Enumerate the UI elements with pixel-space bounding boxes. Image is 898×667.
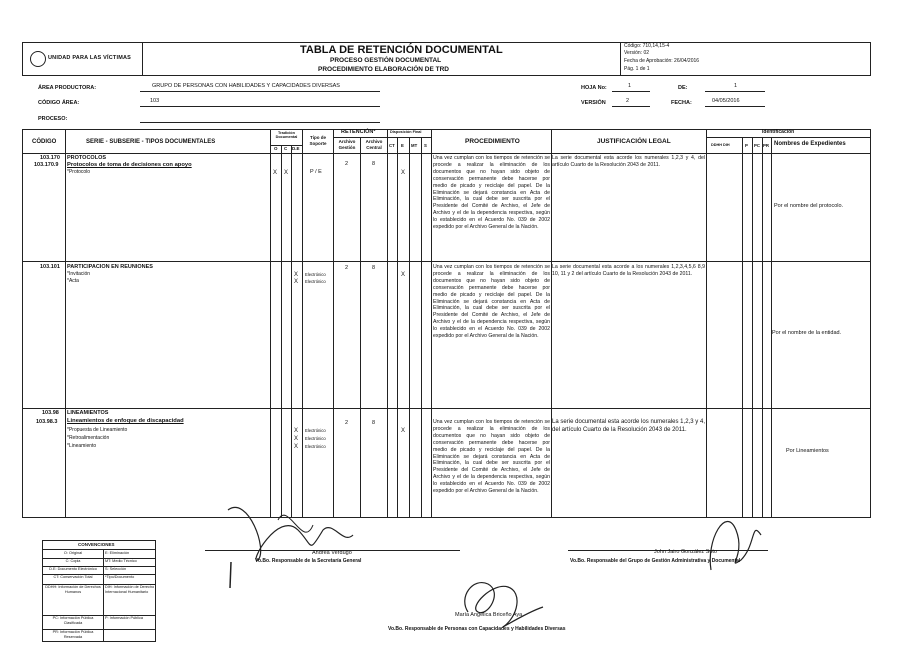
row3-de-mark3: X — [294, 444, 299, 450]
row3-code2: 103.98.3 — [36, 419, 58, 425]
col-line — [551, 129, 552, 518]
signature3-name: María Angélica Briceño Aya — [455, 612, 523, 618]
row3-soporte3: Electrónico — [305, 444, 326, 449]
document-subtitle-procedure: PROCEDIMIENTO ELABORACIÓN DE TRD — [318, 66, 449, 73]
row3-tipo1: *Propuesta de Lineamiento — [67, 427, 128, 433]
row3-tipo2: *Retroalimentación — [67, 435, 110, 441]
row3-ac: 8 — [372, 420, 376, 426]
col-line — [270, 129, 271, 518]
signature1-role: Vo.Bo. Responsable de la Secretaría General — [255, 558, 362, 564]
col-archivo-central: Archivo Central — [365, 139, 383, 150]
col-line — [409, 137, 410, 518]
version-underline — [612, 106, 650, 107]
convencion-left: PR: Información Pública Reservada — [52, 630, 94, 639]
area-underline — [140, 91, 380, 92]
row3-ct: X — [401, 428, 406, 434]
version-label: VERSIÓN — [581, 100, 606, 106]
row3-soporte1: Electrónico — [305, 428, 326, 433]
row2-bottom-line — [22, 408, 871, 409]
row1-code1: 103.170 — [40, 155, 60, 161]
de-label: DE: — [678, 85, 688, 91]
row3-soporte2: Electrónico — [305, 436, 326, 441]
de-value: 1 — [734, 83, 738, 89]
row1-bottom-line — [22, 261, 871, 262]
margin-mark — [226, 560, 236, 590]
col-pc: PC — [754, 143, 760, 148]
fecha-underline — [705, 106, 765, 107]
row2-soporte2: Electrónico — [305, 279, 326, 284]
hoja-value: 1 — [628, 83, 632, 89]
row3-de-mark1: X — [294, 428, 299, 434]
identificacion-subline — [706, 137, 871, 138]
row2-tipo2: *Acta — [67, 278, 79, 284]
col-line — [291, 145, 292, 518]
row2-ct: X — [401, 272, 406, 278]
row3-code1: 103.98 — [42, 410, 59, 416]
row1-procedimiento: Una vez cumplan con los tiempos de retención se procede a realizar la eliminación de los documentos que no hayan sido objeto de conservación permanente debe hacerse por medio de picado y reciclaje del papel. De la Eliminación se dejará constancia en Acta de Eliminación, la cual debe ser suscrita por el Presidente del Comité de Archivo, el Jefe de Archivo y el de la dependencia respectiva, según lo establecido en el Acuerdo No. 039 de 2002 expedido por el Archivo General de la Nación. — [433, 155, 550, 231]
row3-de-mark2: X — [294, 436, 299, 442]
fecha-value: 04/05/2016 — [712, 98, 740, 104]
de-underline — [705, 91, 765, 92]
row3-ag: 2 — [345, 420, 349, 426]
col-line — [302, 129, 303, 518]
row2-code1: 103.101 — [40, 264, 60, 270]
row2-tipo1: *Invitación — [67, 271, 91, 277]
col-line — [65, 129, 66, 518]
header-fecha-aprobacion: Fecha de Aprobación: 26/04/2016 — [624, 58, 700, 64]
col-line — [333, 129, 334, 518]
col-p: P — [745, 143, 748, 148]
retencion-subline — [333, 137, 387, 138]
col-s: S — [424, 143, 427, 148]
convencion-left: C: Copia — [65, 559, 81, 563]
logo-icon — [30, 51, 46, 67]
signature2-role: Vo.Bo. Responsable del Grupo de Gestión Administrativa y Documental — [570, 558, 741, 564]
col-identificacion: Identificación — [762, 129, 795, 135]
col-disposicion: Disposición Final — [390, 130, 422, 134]
signature3-role: Vo.Bo. Responsable de Personas con Capacidades y Habilidades Diversas — [388, 626, 566, 632]
col-line — [771, 137, 772, 518]
row2-ag: 2 — [345, 265, 349, 271]
col-tradicion: Tradición Documental — [275, 131, 298, 140]
convencion-right: DIH: Información de Derecho Internacional Humanitario — [105, 585, 155, 594]
col-ct: CT — [389, 143, 395, 148]
row1-subserie: Protocolos de toma de decisiones con apoyo — [67, 162, 192, 168]
signature2-name: John Jairo González Soto — [654, 549, 717, 555]
row2-nombre: Por el nombre de la entidad. — [772, 330, 842, 336]
col-soporte: Tipo de Soporte — [309, 135, 327, 146]
row2-procedimiento: Una vez cumplan con los tiempos de retención se procede a realizar la eliminación de los documentos que no hayan sido objeto de conservación permanente debe hacerse por medio de picado y reciclaje del papel. De la Eliminación se dejará constancia en Acta de Eliminación, la cual debe ser suscrita por el Presidente del Comité de Archivo, el Jefe de Archivo y el de la dependencia respectiva, según lo establecido en el Acuerdo No. 039 de 2002 expedido por el Archivo General de la Nación. — [433, 264, 550, 340]
row3-tipo3: *Lineamiento — [67, 443, 97, 449]
col-line — [397, 137, 398, 518]
col-line — [742, 137, 743, 518]
col-justificacion: JUSTIFICACIÓN LEGAL — [597, 138, 671, 145]
hoja-underline — [612, 91, 650, 92]
convenciones-title: CONVENCIONES — [78, 542, 115, 547]
header-divider-left — [142, 42, 143, 76]
signature-maria-briceno — [448, 572, 548, 632]
col-c: C — [284, 146, 288, 151]
col-md: MT — [411, 143, 418, 148]
col-de: D.E — [292, 146, 300, 151]
convencion-right: S: Selección — [105, 567, 127, 571]
signature-john-gonzalez — [696, 500, 776, 580]
col-line — [387, 129, 388, 518]
row2-de-mark2: X — [294, 279, 299, 285]
col-o: O — [274, 146, 278, 151]
header-version: Versión: 02 — [624, 50, 650, 56]
col-codigo: CÓDIGO — [32, 139, 57, 145]
col-line — [762, 137, 763, 518]
fecha-label: FECHA: — [671, 100, 692, 106]
logo-text: UNIDAD PARA LAS VÍCTIMAS — [48, 55, 132, 61]
row3-serie: LINEAMIENTOS — [67, 410, 109, 416]
col-line — [752, 137, 753, 518]
row2-justificacion: La serie documental esta acorde a los numerales 1,2,3,4,5,6 8,9 10, 11 y 2 del artículo Cuarto de la Resolución 2043 de 2011. — [552, 264, 705, 277]
col-serie: SERIE - SUBSERIE - TIPOS DOCUMENTALES — [86, 139, 216, 145]
disposicion-subline — [387, 137, 431, 138]
row2-serie: PARTICIPACION EN REUNIONES — [67, 264, 153, 270]
header-pagina: Pág. 1 de 1 — [624, 66, 650, 72]
convencion-right: *Tipo/Documento — [105, 575, 135, 579]
col-retencion: RETENCIÓN* — [341, 129, 376, 135]
row3-subserie: Lineamientos de enfoque de discapacidad — [67, 418, 184, 424]
signature1-name: Andrea Verdugo — [312, 550, 352, 556]
row2-soporte1: Electrónico — [305, 272, 326, 277]
proceso-label: PROCESO: — [38, 116, 68, 122]
hoja-label: HOJA No: — [581, 85, 607, 91]
row1-tipo: *Protocolo — [67, 169, 91, 175]
area-productora-value: GRUPO DE PERSONAS CON HABILIDADES Y CAPACIDADES DIVERSAS — [152, 83, 340, 89]
codigo-area-underline — [140, 106, 380, 107]
header-divider-right — [620, 42, 621, 76]
convencion-left: O: Original — [63, 551, 83, 555]
header-codigo: Código: 710,14,15-4 — [624, 43, 670, 49]
col-line — [706, 129, 707, 518]
convencion-left: PC: Información Pública Clasificada — [52, 616, 94, 625]
row2-de-mark1: X — [294, 272, 299, 278]
col-ddhh: DDHH DIH — [711, 143, 730, 147]
col-procedimiento: PROCEDIMIENTO — [465, 138, 520, 145]
convencion-left: DDHH: Información de Derechos Humanos — [45, 585, 101, 594]
codigo-area-label: CÓDIGO ÁREA: — [38, 100, 80, 106]
row3-justificacion: La serie documental esta acorde los numerales 1,2,3 y 4, del artículo Cuarto de la Resolución 2043 de 2011. — [552, 419, 705, 433]
row1-ct: X — [401, 170, 406, 176]
col-line — [360, 137, 361, 518]
row1-o-mark: X — [273, 170, 278, 176]
codigo-area-value: 103 — [150, 98, 160, 104]
area-productora-label: ÁREA PRODUCTORA: — [38, 85, 97, 91]
col-line — [281, 145, 282, 518]
col-line — [421, 137, 422, 518]
col-line — [431, 129, 432, 518]
conv-line — [42, 549, 156, 550]
proceso-underline — [140, 122, 380, 123]
row2-ac: 8 — [372, 265, 376, 271]
row1-c-mark: X — [284, 170, 289, 176]
convencion-right: MT: Medio Técnico — [105, 559, 137, 563]
document-subtitle-process: PROCESO GESTIÓN DOCUMENTAL — [330, 57, 442, 64]
row3-nombre: Por Lineamientos — [786, 448, 829, 454]
row1-justificacion: La serie documental esta acorde los numerales 1,2,3 y 4, del artículo Cuarto de la Resolución 2043 de 2011. — [552, 155, 705, 168]
header-bottom-line — [22, 153, 871, 154]
row1-ac: 8 — [372, 161, 376, 167]
col-pr: PR — [763, 143, 769, 148]
col-nombres: Nombres de Expedientes — [774, 141, 846, 147]
version-value: 2 — [626, 98, 630, 104]
row1-soporte: P / E — [310, 169, 322, 175]
row1-ag: 2 — [345, 161, 349, 167]
convencion-right: E: Eliminación — [105, 551, 130, 555]
row1-code2: 103.170.9 — [34, 162, 59, 168]
col-e: E — [401, 143, 404, 148]
convencion-left: CT: Conservación Total — [53, 575, 93, 579]
row1-nombre: Por el nombre del protocolo. — [774, 203, 844, 209]
convencion-right: P: Información Pública — [105, 616, 143, 620]
document-title: TABLA DE RETENCIÓN DOCUMENTAL — [300, 44, 503, 56]
row1-serie: PROTOCOLOS — [67, 155, 107, 161]
row3-procedimiento: Una vez cumplan con los tiempos de retención se procede a realizar la eliminación de los documentos que no hayan sido objeto de conservación permanente debe hacerse por medio de picado y reciclaje del papel. De la Eliminación se dejará constancia en Acta de Eliminación, la cual debe ser suscrita por el Presidente del Comité de Archivo, el Jefe de Archivo y el de la dependencia respectiva, según lo establecido en el Acuerdo No. 039 de 2002 expedido por el Archivo General de la Nación. — [433, 419, 550, 495]
convencion-left: D.E: Documento Electrónico — [49, 567, 97, 571]
col-archivo-gestion: Archivo Gestión — [338, 139, 356, 150]
